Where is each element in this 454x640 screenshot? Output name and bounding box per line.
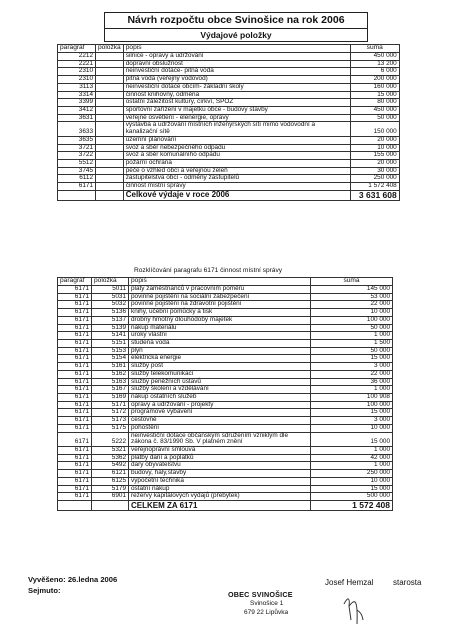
signature xyxy=(338,590,366,630)
suma-cell: 3 000 xyxy=(311,363,393,371)
popis-cell: úroky vlastní xyxy=(129,332,311,340)
paragraf-cell: 6171 xyxy=(58,493,92,501)
popis-cell: platy zaměstnanců v pracovním poměru xyxy=(129,285,311,293)
paragraf-cell: 6171 xyxy=(58,339,92,347)
suma-cell: 15 000 xyxy=(311,432,393,446)
breakdown-caption: Rozklíčování paragrafu 6171 činnost místní správy xyxy=(134,267,283,274)
paragraf-cell: 6112 xyxy=(58,175,96,183)
polozka-cell: 5153 xyxy=(92,347,129,355)
polozka-cell xyxy=(96,144,124,152)
suma-cell: 450 000 xyxy=(350,52,399,60)
popis-cell: výstavba a udržování místních inženýrských sítí mimo vodovodní a kanalizační sítě xyxy=(123,122,350,136)
popis-cell: povinné pojištění na zdravotní pojištění xyxy=(129,301,311,309)
stamp-name: OBEC SVINOŠICE xyxy=(228,590,293,599)
header-suma: suma xyxy=(350,45,399,53)
popis-cell: služby peněžních ústavů xyxy=(129,378,311,386)
empty-cell xyxy=(58,501,92,511)
total-label: CELKEM ZA 6171 xyxy=(129,501,311,511)
paragraf-cell: 6171 xyxy=(58,363,92,371)
paragraf-cell: 6171 xyxy=(58,447,92,455)
table-row xyxy=(58,106,400,114)
suma-cell: 22 000 xyxy=(311,370,393,378)
total-label: Celkové výdaje v roce 2006 xyxy=(123,190,350,200)
polozka-cell xyxy=(96,60,124,68)
suma-cell: 10 000 xyxy=(311,424,393,432)
popis-cell: neinvestiční dotace obcím- základní školy xyxy=(123,83,350,91)
suma-cell: 1 572 408 xyxy=(350,183,399,191)
suma-cell: 150 000 xyxy=(350,122,399,136)
empty-cell xyxy=(92,501,129,511)
polozka-cell xyxy=(96,52,124,60)
paragraf-cell: 6171 xyxy=(58,378,92,386)
polozka-cell: 5175 xyxy=(92,424,129,432)
suma-cell: 36 000 xyxy=(311,378,393,386)
suma-cell: 20 000 xyxy=(350,136,399,144)
paragraf-cell: 3314 xyxy=(58,91,96,99)
paragraf-cell: 6171 xyxy=(58,417,92,425)
polozka-cell: 5137 xyxy=(92,316,129,324)
header-paragraf: paragraf xyxy=(58,278,92,286)
table-row xyxy=(58,454,393,462)
paragraf-cell: 6171 xyxy=(58,183,96,191)
popis-cell: neinvestiční dotace- pitná voda xyxy=(123,68,350,76)
paragraf-cell: 3113 xyxy=(58,83,96,91)
suma-cell: 15 000 xyxy=(311,409,393,417)
popis-cell: územní plánování xyxy=(123,136,350,144)
suma-cell: 15 000 xyxy=(311,485,393,493)
popis-cell: nákup ostatních služeb xyxy=(129,393,311,401)
table-header-row xyxy=(58,45,400,53)
stamp-address-line1: Svinošice 1 xyxy=(250,600,284,607)
suma-cell: 250 000 xyxy=(350,175,399,183)
popis-cell: služby telekomunikací xyxy=(129,370,311,378)
table-row xyxy=(58,332,393,340)
table-row xyxy=(58,393,393,401)
paragraf-cell: 6171 xyxy=(58,462,92,470)
table-row xyxy=(58,285,393,293)
header-suma: suma xyxy=(311,278,393,286)
suma-cell: 10 000 xyxy=(311,477,393,485)
table-row xyxy=(58,493,393,501)
polozka-cell: 5362 xyxy=(92,454,129,462)
suma-cell: 160 000 xyxy=(350,83,399,91)
polozka-cell: 5162 xyxy=(92,370,129,378)
suma-cell: 53 000 xyxy=(311,293,393,301)
table-row xyxy=(58,401,393,409)
table-row xyxy=(58,424,393,432)
mayor-title: starosta xyxy=(393,578,422,587)
paragraf-cell: 6171 xyxy=(58,424,92,432)
paragraf-cell: 2212 xyxy=(58,52,96,60)
table-row xyxy=(58,316,393,324)
table-row xyxy=(58,409,393,417)
popis-cell: povinné pojištění na sociální zabezpečení xyxy=(129,293,311,301)
mayor-name: Josef Hemzal xyxy=(325,578,374,587)
paragraf-cell: 2310 xyxy=(58,68,96,76)
popis-cell: sportovní zařízení v majetku obce - budovy stavby xyxy=(123,106,350,114)
popis-cell: knihy, učební pomůcky a tisk xyxy=(129,309,311,317)
paragraf-cell: 3631 xyxy=(58,114,96,122)
polozka-cell: 5222 xyxy=(92,432,129,446)
popis-cell: svoz a sběr komunálního odpadu xyxy=(123,152,350,160)
header-polozka: položka xyxy=(92,278,129,286)
suma-cell: 155 000 xyxy=(350,152,399,160)
total-row xyxy=(58,501,393,511)
polozka-cell: 5321 xyxy=(92,447,129,455)
table-row xyxy=(58,470,393,478)
popis-cell: budovy, haly,stavby xyxy=(129,470,311,478)
suma-cell: 30 000 xyxy=(350,167,399,175)
header-popis: popis xyxy=(123,45,350,53)
suma-cell: 10 000 xyxy=(311,309,393,317)
table-row xyxy=(58,122,400,136)
suma-cell: 500 000 xyxy=(311,493,393,501)
table-row xyxy=(58,355,393,363)
suma-cell: 100 000 xyxy=(311,316,393,324)
popis-cell: veřejné osvětlení - elenergie, opravy xyxy=(123,114,350,122)
suma-cell: 1 500 xyxy=(311,339,393,347)
paragraf-cell: 2310 xyxy=(58,76,96,84)
polozka-cell: 5141 xyxy=(92,332,129,340)
suma-cell: 50 000 xyxy=(311,324,393,332)
paragraf-cell: 6171 xyxy=(58,332,92,340)
polozka-cell: 6901 xyxy=(92,493,129,501)
paragraf-cell: 2221 xyxy=(58,60,96,68)
suma-cell: 1 000 xyxy=(311,462,393,470)
polozka-cell xyxy=(96,83,124,91)
total-row xyxy=(58,190,400,200)
polozka-cell: 6121 xyxy=(92,470,129,478)
polozka-cell: 5154 xyxy=(92,355,129,363)
popis-cell: dopravní obslužnost xyxy=(123,60,350,68)
popis-cell: nákup materiálu xyxy=(129,324,311,332)
polozka-cell xyxy=(96,136,124,144)
suma-cell: 6 000 xyxy=(350,68,399,76)
polozka-cell: 5179 xyxy=(92,485,129,493)
table-row xyxy=(58,301,393,309)
polozka-cell: 5173 xyxy=(92,417,129,425)
popis-cell: činnost místní správy xyxy=(123,183,350,191)
polozka-cell xyxy=(96,175,124,183)
header-polozka: položka xyxy=(96,45,124,53)
popis-cell: činnost knihovny, odměna xyxy=(123,91,350,99)
paragraf-cell: 6171 xyxy=(58,409,92,417)
table-row xyxy=(58,136,400,144)
posted-date: Vyvěšeno: 26.ledna 2006 xyxy=(28,575,118,584)
table-row xyxy=(58,370,393,378)
polozka-cell: 5031 xyxy=(92,293,129,301)
suma-cell: 15 000 xyxy=(311,355,393,363)
suma-cell: 13 200 xyxy=(350,60,399,68)
popis-cell: ostatní záležitost kultury, církví, SPOZ xyxy=(123,99,350,107)
table-row xyxy=(58,363,393,371)
paragraf-cell: 6171 xyxy=(58,316,92,324)
suma-cell: 250 000 xyxy=(311,470,393,478)
popis-cell: neinvestiční dotace občanským sdružením vzniklým dle zákona č. 83/1990 Sb. V platném znění xyxy=(129,432,311,446)
paragraf-cell: 6171 xyxy=(58,477,92,485)
suma-cell: 50 000 xyxy=(311,347,393,355)
suma-cell: 42 000 xyxy=(311,454,393,462)
paragraf-cell: 3721 xyxy=(58,144,96,152)
paragraf-cell: 6171 xyxy=(58,401,92,409)
popis-cell: svoz a sběr nebezpečného odpadu xyxy=(123,144,350,152)
popis-cell: programové vybavení xyxy=(129,409,311,417)
popis-cell: péče o vzhled obcí a veřejnou zeleň xyxy=(123,167,350,175)
table-row xyxy=(58,477,393,485)
suma-cell: 145 000 xyxy=(311,285,393,293)
paragraf-cell: 6171 xyxy=(58,285,92,293)
paragraf-cell: 6171 xyxy=(58,393,92,401)
suma-cell: 450 000 xyxy=(350,106,399,114)
header-paragraf: paragraf xyxy=(58,45,96,53)
table-row xyxy=(58,68,400,76)
paragraf-cell: 6171 xyxy=(58,470,92,478)
polozka-cell xyxy=(96,152,124,160)
paragraf-cell: 6171 xyxy=(58,454,92,462)
suma-cell: 3 000 xyxy=(311,417,393,425)
popis-cell: silnice - opravy a udržování xyxy=(123,52,350,60)
suma-cell: 80 000 xyxy=(350,99,399,107)
popis-cell: veřejnoprávní smlouva xyxy=(129,447,311,455)
suma-cell: 1 000 xyxy=(311,447,393,455)
polozka-cell xyxy=(96,68,124,76)
breakdown-table xyxy=(57,277,393,511)
table-row xyxy=(58,52,400,60)
stamp-address-line2: 679 22 Lipůvka xyxy=(244,609,289,616)
popis-cell: požární ochrana xyxy=(123,159,350,167)
paragraf-cell: 6171 xyxy=(58,485,92,493)
polozka-cell: 5171 xyxy=(92,401,129,409)
paragraf-cell: 6171 xyxy=(58,309,92,317)
popis-cell: platby daní a poplatků xyxy=(129,454,311,462)
polozka-cell xyxy=(96,183,124,191)
suma-cell: 100 908 xyxy=(311,393,393,401)
empty-cell xyxy=(96,190,124,200)
paragraf-cell: 3412 xyxy=(58,106,96,114)
polozka-cell: 5011 xyxy=(92,285,129,293)
paragraf-cell: 6171 xyxy=(58,386,92,394)
polozka-cell: 5161 xyxy=(92,363,129,371)
popis-cell: opravy a udržování - projekty xyxy=(129,401,311,409)
removed-date: Sejmuto: xyxy=(28,586,61,595)
paragraf-cell: 3633 xyxy=(58,122,96,136)
paragraf-cell: 6171 xyxy=(58,432,92,446)
table-row xyxy=(58,447,393,455)
polozka-cell xyxy=(96,91,124,99)
suma-cell: 20 000 xyxy=(350,159,399,167)
polozka-cell: 5492 xyxy=(92,462,129,470)
paragraf-cell: 5512 xyxy=(58,159,96,167)
table-row xyxy=(58,417,393,425)
popis-cell: dary obyvatelstvu xyxy=(129,462,311,470)
polozka-cell xyxy=(96,106,124,114)
polozka-cell xyxy=(96,167,124,175)
suma-cell: 50 000 xyxy=(350,114,399,122)
suma-cell: 10 000 xyxy=(350,144,399,152)
table-row xyxy=(58,175,400,183)
polozka-cell xyxy=(96,99,124,107)
polozka-cell: 5172 xyxy=(92,409,129,417)
popis-cell: cestovné xyxy=(129,417,311,425)
polozka-cell: 6125 xyxy=(92,477,129,485)
popis-cell: ostatní nákup xyxy=(129,485,311,493)
empty-cell xyxy=(58,190,96,200)
table-row xyxy=(58,83,400,91)
total-value: 1 572 408 xyxy=(311,501,393,511)
table-row xyxy=(58,324,393,332)
document-title: Návrh rozpočtu obce Svinošice na rok 2006 xyxy=(127,14,345,26)
polozka-cell: 5032 xyxy=(92,301,129,309)
paragraf-cell: 6171 xyxy=(58,347,92,355)
table-row xyxy=(58,339,393,347)
table-row xyxy=(58,152,400,160)
suma-cell: 15 000 xyxy=(350,91,399,99)
popis-cell: plyn xyxy=(129,347,311,355)
table-row xyxy=(58,386,393,394)
polozka-cell: 5163 xyxy=(92,378,129,386)
suma-cell: 1 000 xyxy=(311,332,393,340)
popis-cell: studená voda xyxy=(129,339,311,347)
polozka-cell xyxy=(96,114,124,122)
table-row xyxy=(58,159,400,167)
polozka-cell: 5169 xyxy=(92,393,129,401)
paragraf-cell: 3722 xyxy=(58,152,96,160)
paragraf-cell: 3635 xyxy=(58,136,96,144)
table-row xyxy=(58,60,400,68)
expenditure-table xyxy=(57,44,400,201)
popis-cell: služby pošt xyxy=(129,363,311,371)
popis-cell: pohoštění xyxy=(129,424,311,432)
paragraf-cell: 6171 xyxy=(58,355,92,363)
paragraf-cell: 6171 xyxy=(58,324,92,332)
suma-cell: 100 000 xyxy=(311,401,393,409)
table-row xyxy=(58,462,393,470)
polozka-cell xyxy=(96,76,124,84)
popis-cell: drobný hmotný dlouhodobý majetek xyxy=(129,316,311,324)
popis-cell: služby školení a vzdělávání xyxy=(129,386,311,394)
polozka-cell: 5151 xyxy=(92,339,129,347)
polozka-cell: 5136 xyxy=(92,309,129,317)
popis-cell: elektrická energie xyxy=(129,355,311,363)
table-row xyxy=(58,183,400,191)
polozka-cell: 5167 xyxy=(92,386,129,394)
polozka-cell xyxy=(96,122,124,136)
document-subtitle: Výdajové položky xyxy=(105,28,367,40)
polozka-cell: 5139 xyxy=(92,324,129,332)
paragraf-cell: 6171 xyxy=(58,293,92,301)
paragraf-cell: 3745 xyxy=(58,167,96,175)
paragraf-cell: 6171 xyxy=(58,301,92,309)
popis-cell: rezervy kapitálových výdajů (přebytek) xyxy=(129,493,311,501)
popis-cell: pitná voda (veřejný vodovod) xyxy=(123,76,350,84)
total-value: 3 631 608 xyxy=(350,190,399,200)
paragraf-cell: 6171 xyxy=(58,370,92,378)
document-title-box xyxy=(104,12,368,42)
suma-cell: 22 000 xyxy=(311,301,393,309)
table-row xyxy=(58,347,393,355)
polozka-cell xyxy=(96,159,124,167)
header-popis: popis xyxy=(129,278,311,286)
table-row xyxy=(58,378,393,386)
suma-cell: 200 000 xyxy=(350,76,399,84)
table-row xyxy=(58,432,393,446)
popis-cell: zastupitelstva obcí - odměny zastupitelů xyxy=(123,175,350,183)
table-row xyxy=(58,144,400,152)
paragraf-cell: 3399 xyxy=(58,99,96,107)
suma-cell: 1 000 xyxy=(311,386,393,394)
popis-cell: výpočetní technika xyxy=(129,477,311,485)
